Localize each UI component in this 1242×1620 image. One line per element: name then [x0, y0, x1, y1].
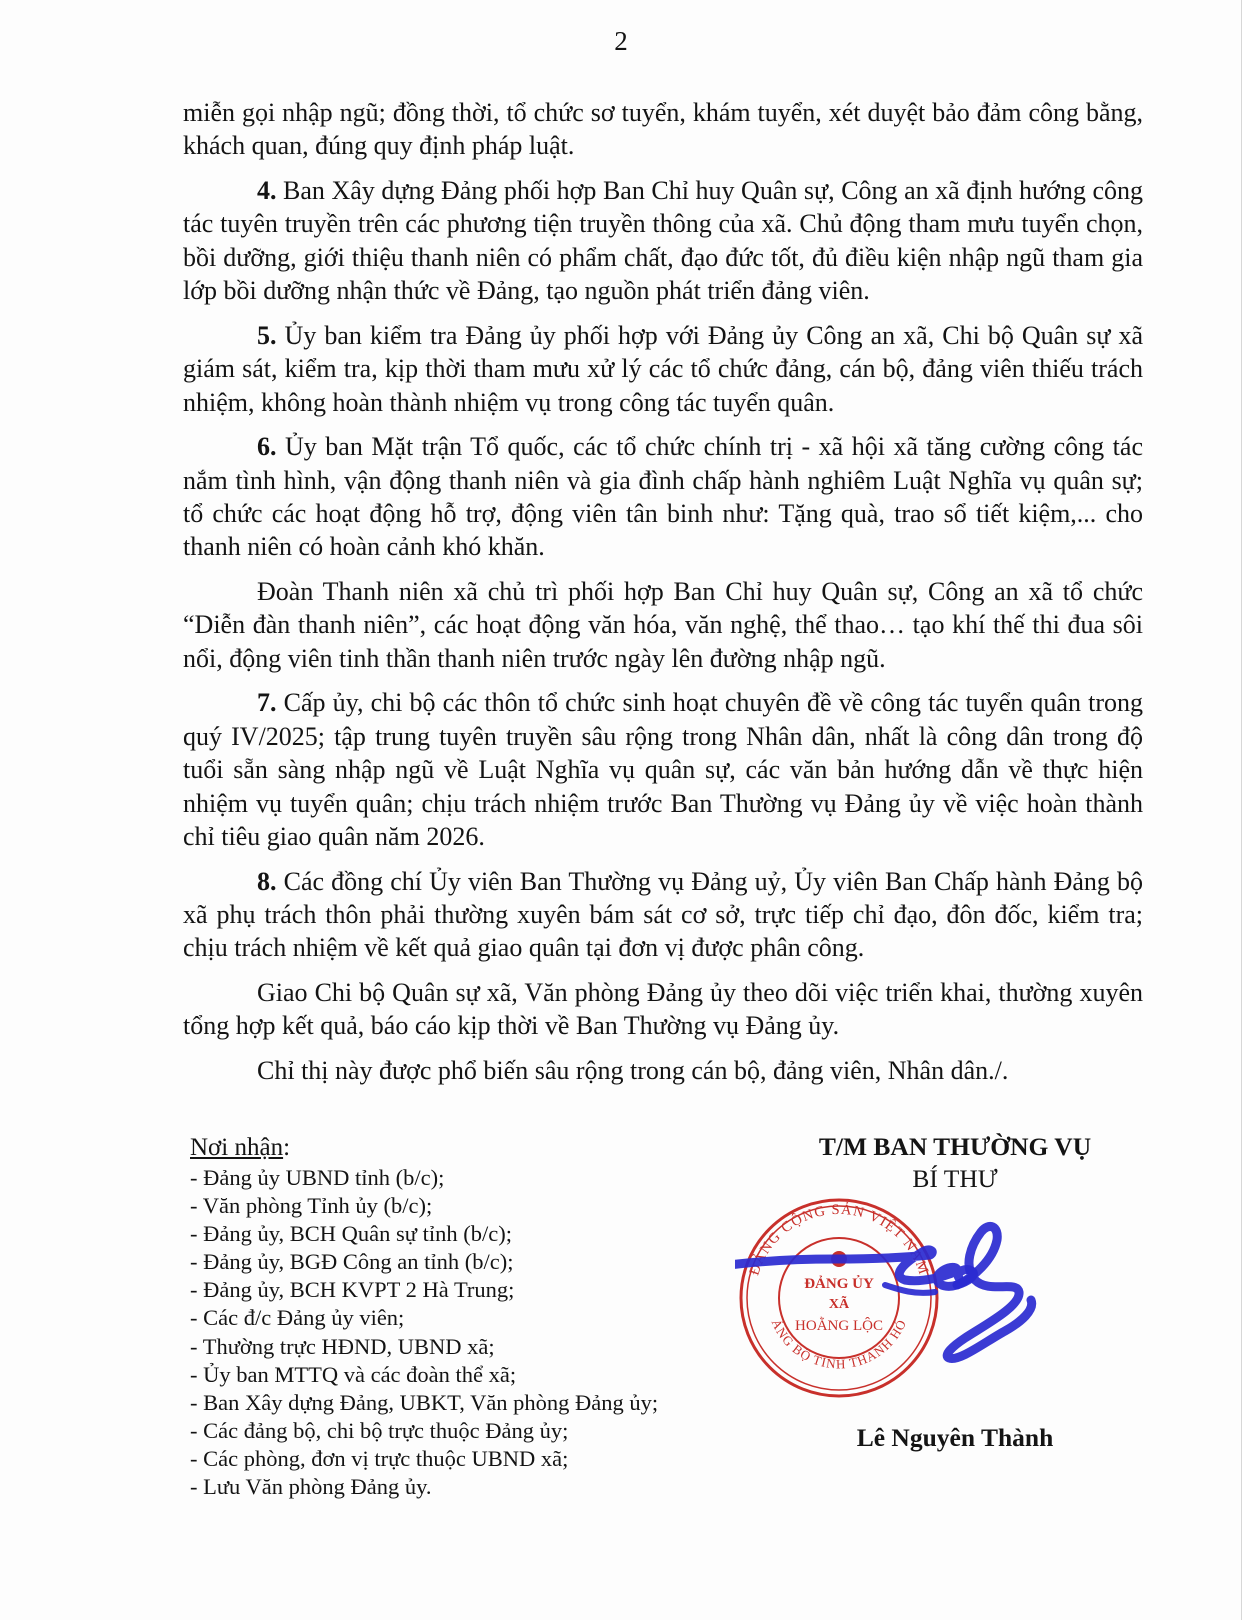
recipients-heading-colon: : — [283, 1134, 291, 1161]
seal-center-line3: HOẰNG LỘC — [795, 1318, 883, 1334]
recipient-item: - Ban Xây dựng Đảng, UBKT, Văn phòng Đảng ủy; — [190, 1389, 659, 1415]
item-number: 8. — [257, 866, 277, 896]
paragraph-text: miễn gọi nhập ngũ; đồng thời, tổ chức sơ tuyển, khám tuyển, xét duyệt bảo đảm công bằng, khách quan, đúng quy định pháp luật. — [183, 98, 1143, 161]
seal-center-line2: XÃ — [828, 1297, 850, 1312]
recipients-heading — [190, 1133, 750, 1163]
paragraph-text: Đoàn Thanh niên xã chủ trì phối hợp Ban Chỉ huy Quân sự, Công an xã tổ chức “Diễn đàn thanh niên”, các hoạt động văn hóa, văn nghệ, thể thao… tạo khí thế thi đua sôi nổi, động viên tinh thần thanh niên trước ngày lên đường nhập ngũ. — [183, 577, 1143, 673]
item-number: 6. — [257, 432, 277, 462]
official-seal-and-signature — [735, 1180, 1125, 1410]
recipient-item: - Đảng ủy, BCH Quân sự tỉnh (b/c); — [190, 1221, 512, 1247]
recipient-item: - Các đ/c Đảng ủy viên; — [190, 1305, 405, 1331]
signer-name: Lê Nguyên Thành — [856, 1423, 1054, 1452]
signature-on-behalf: T/M BAN THƯỜNG VỤ — [818, 1132, 1092, 1161]
seal-stamp — [735, 1180, 937, 1396]
paragraph-text: Chỉ thị này được phổ biến sâu rộng trong cán bộ, đảng viên, Nhân dân./. — [257, 1056, 1009, 1086]
recipient-item: - Văn phòng Tỉnh ủy (b/c); — [190, 1193, 433, 1219]
paragraph-item-4 — [183, 174, 1143, 308]
recipients-block — [190, 1133, 750, 1501]
recipient-item: - Thường trực HĐND, UBND xã; — [190, 1333, 495, 1359]
recipient-item: - Đảng ủy, BGĐ Công an tỉnh (b/c); — [190, 1249, 514, 1275]
paragraph-continuation — [183, 96, 1143, 163]
item-number: 7. — [257, 688, 277, 718]
recipients-list — [190, 1164, 750, 1501]
document-body — [183, 96, 1143, 1099]
paragraph-text: Các đồng chí Ủy viên Ban Thường vụ Đảng uỷ, Ủy viên Ban Chấp hành Đảng bộ xã phụ trách thôn phải thường xuyên bám sát cơ sở, trực tiếp chỉ đạo, đôn đốc, kiểm tra; chịu trách nhiệm về kết quả giao quân tại đơn vị được phân công. — [183, 866, 1143, 963]
seal-graphic — [735, 1180, 1125, 1410]
paragraph-text: Giao Chi bộ Quân sự xã, Văn phòng Đảng ủy theo dõi việc triển khai, thường xuyên tổng hợp kết quả, báo cáo kịp thời về Ban Thường vụ Đảng ủy. — [183, 978, 1143, 1041]
recipient-item: - Đảng ủy, BCH KVPT 2 Hà Trung; — [190, 1277, 515, 1303]
paragraph-text: Ủy ban kiểm tra Đảng ủy phối hợp với Đảng ủy Công an xã, Chi bộ Quân sự xã giám sát, kiểm tra, kịp thời tham mưu xử lý các tổ chức đảng, cán bộ, đảng viên thiếu trách nhiệm, không hoàn thành nhiệm vụ trong công tác tuyển quân. — [183, 320, 1143, 417]
recipients-heading-text: Nơi nhận — [190, 1134, 284, 1161]
paragraph-item-8 — [183, 865, 1143, 965]
paragraph-text: Cấp ủy, chi bộ các thôn tổ chức sinh hoạt chuyên đề về công tác tuyển quân trong quý IV/2025; tập trung tuyên truyền sâu rộng trong Nhân dân, nhất là công dân trong độ tuổi sẵn sàng nhập ngũ về Luật Nghĩa vụ quân sự, các văn bản hướng dẫn về thực hiện nhiệm vụ tuyển quân; chịu trách nhiệm trước Ban Thường vụ Đảng ủy về việc hoàn thành chỉ tiêu giao quân năm 2026. — [183, 688, 1143, 852]
paragraph-item-7 — [183, 686, 1143, 853]
recipient-item: - Lưu Văn phòng Đảng ủy. — [190, 1474, 432, 1500]
paragraph-text: Ban Xây dựng Đảng phối hợp Ban Chỉ huy Quân sự, Công an xã định hướng công tác tuyên truyền trên các phương tiện truyền thông của xã. Chủ động tham mưu tuyển chọn, bồi dưỡng, giới thiệu thanh niên có phẩm chất, đạo đức tốt, đủ điều kiện nhập ngũ tham gia lớp bồi dưỡng nhận thức về Đảng, tạo nguồn phát triển đảng viên. — [183, 176, 1143, 306]
paragraph-closing — [183, 1054, 1143, 1087]
recipient-item: - Đảng ủy UBND tỉnh (b/c); — [190, 1165, 445, 1190]
recipient-item: - Các đảng bộ, chi bộ trực thuộc Đảng ủy; — [190, 1417, 569, 1443]
paragraph-text: Ủy ban Mặt trận Tổ quốc, các tổ chức chính trị - xã hội xã tăng cường công tác nắm tình hình, vận động thanh niên và gia đình chấp hành nghiêm Luật Nghĩa vụ quân sự; tổ chức các hoạt động hỗ trợ, động viên tân binh như: Tặng quà, trao sổ tiết kiệm,... cho thanh niên có hoàn cảnh khó khăn. — [183, 432, 1143, 562]
seal-bottom-text: ẢNG BỘ TỈNH THANH HÓ — [768, 1316, 910, 1372]
recipient-item: - Các phòng, đơn vị trực thuộc UBND xã; — [190, 1445, 569, 1471]
paragraph-assignment — [183, 976, 1143, 1043]
item-number: 4. — [257, 176, 277, 205]
item-number: 5. — [257, 320, 277, 350]
recipient-item: - Ủy ban MTTQ và các đoàn thể xã; — [190, 1361, 517, 1387]
paragraph-youth-union — [183, 575, 1143, 675]
seal-center-line1: ĐẢNG ỦY — [804, 1276, 874, 1292]
page-number: 2 — [614, 26, 628, 56]
seal-outer-text: ĐẢNG CỘNG SẢN VIỆT NAM — [746, 1201, 932, 1278]
paragraph-item-5 — [183, 319, 1143, 419]
signature-position: BÍ THƯ — [912, 1164, 998, 1193]
paragraph-item-6 — [183, 430, 1143, 564]
